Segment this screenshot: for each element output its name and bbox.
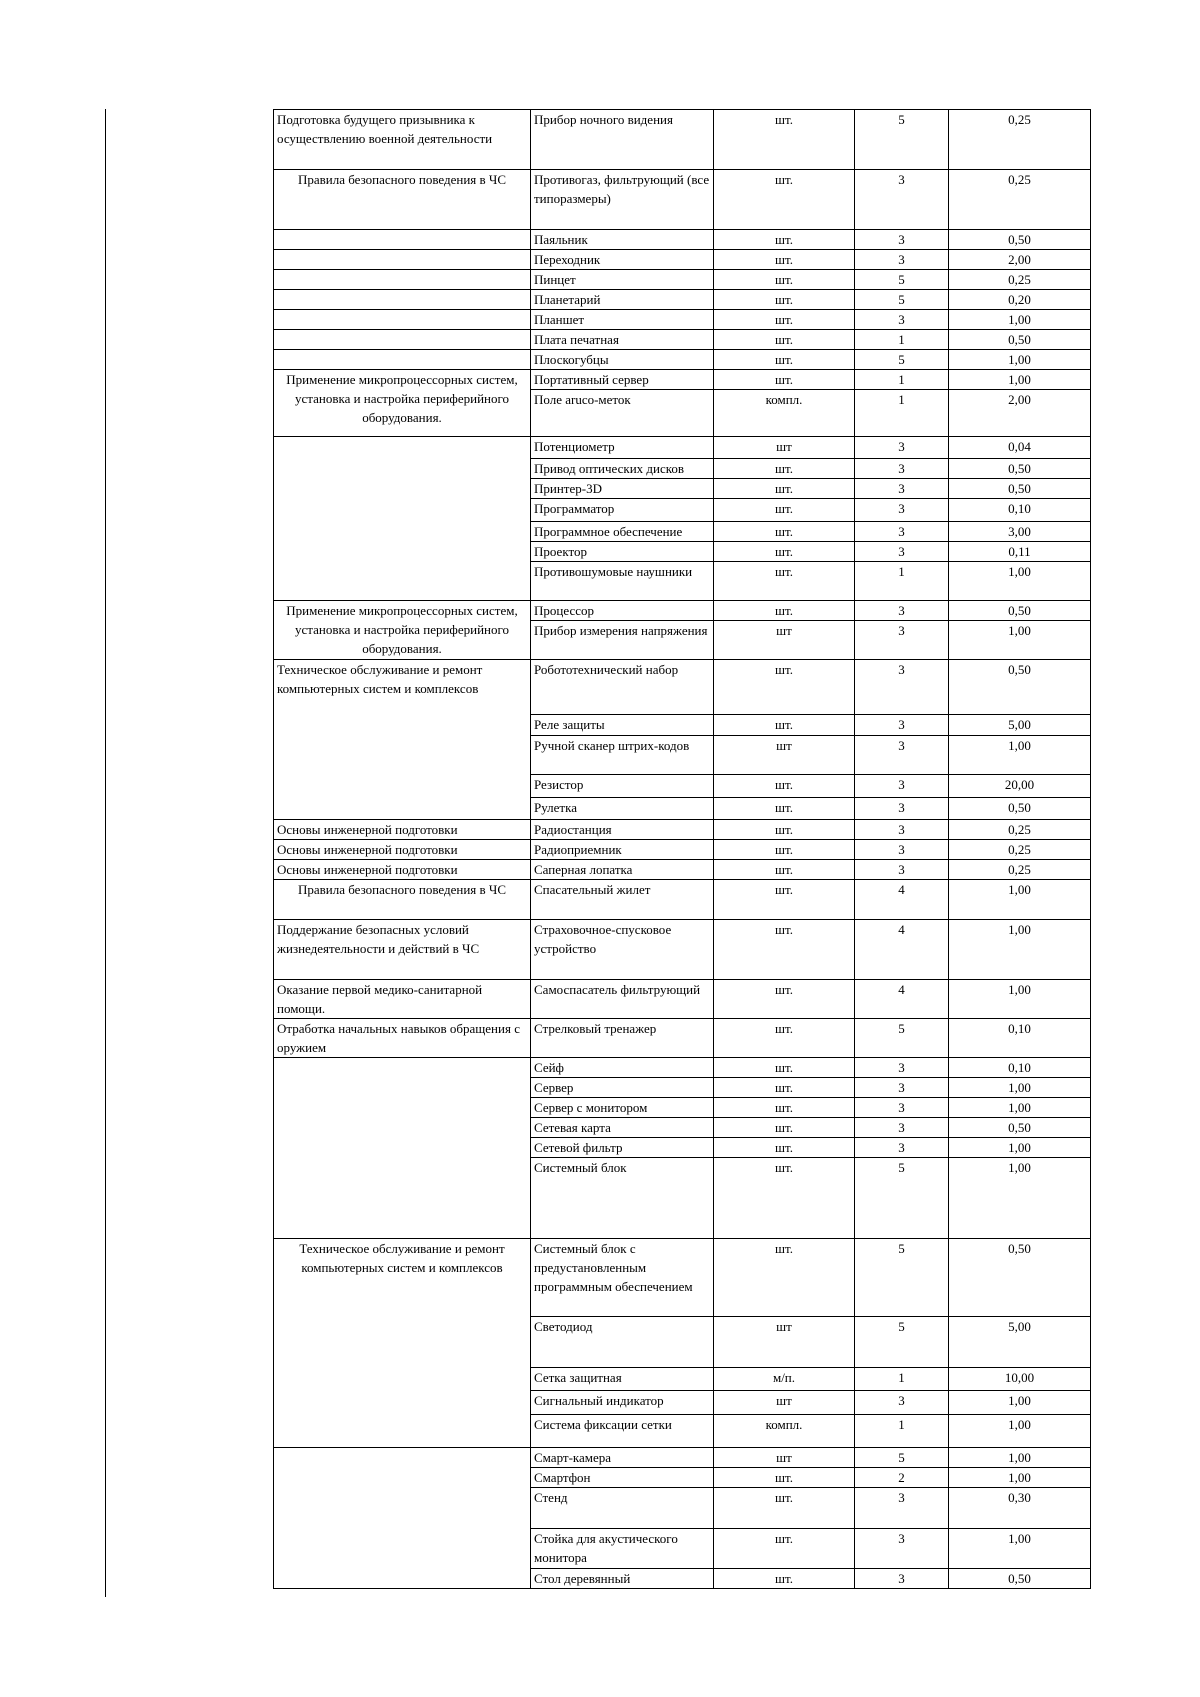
quantity-cell: 3 xyxy=(855,1529,949,1569)
norm-cell: 5,00 xyxy=(949,715,1091,736)
quantity-cell: 5 xyxy=(855,290,949,310)
norm-cell: 0,50 xyxy=(949,330,1091,350)
quantity-cell: 3 xyxy=(855,499,949,522)
quantity-cell: 3 xyxy=(855,1058,949,1078)
unit-cell: компл. xyxy=(714,1415,855,1448)
norm-cell: 1,00 xyxy=(949,1158,1091,1239)
quantity-cell: 3 xyxy=(855,522,949,542)
quantity-cell: 3 xyxy=(855,310,949,330)
unit-cell: шт. xyxy=(714,775,855,798)
quantity-cell: 5 xyxy=(855,1317,949,1368)
unit-cell: шт. xyxy=(714,499,855,522)
unit-cell: шт. xyxy=(714,479,855,499)
section-cell: Применение микропроцессорных систем, установка и настройка периферийного оборудования. xyxy=(274,370,531,437)
quantity-cell: 3 xyxy=(855,860,949,880)
section-cell xyxy=(274,1448,531,1589)
norm-cell: 0,50 xyxy=(949,459,1091,479)
item-name: Система фиксации сетки xyxy=(531,1415,714,1448)
table-row xyxy=(274,1239,1091,1317)
norm-cell: 1,00 xyxy=(949,350,1091,370)
table-row xyxy=(274,437,1091,459)
norm-cell: 1,00 xyxy=(949,880,1091,920)
item-name: Страховочное-спусковое устройство xyxy=(531,920,714,980)
unit-cell: шт. xyxy=(714,542,855,562)
section-cell: Оказание первой медико-санитарной помощи. xyxy=(274,980,531,1019)
unit-cell: компл. xyxy=(714,390,855,437)
quantity-cell: 5 xyxy=(855,110,949,170)
quantity-cell: 2 xyxy=(855,1468,949,1488)
section-cell: Поддержание безопасных условий жизнедеятельности и действий в ЧС xyxy=(274,920,531,980)
item-name: Противогаз, фильтрующий (все типоразмеры) xyxy=(531,170,714,230)
norm-cell: 0,25 xyxy=(949,170,1091,230)
unit-cell: шт xyxy=(714,1448,855,1468)
norm-cell: 0,25 xyxy=(949,270,1091,290)
norm-cell: 0,50 xyxy=(949,230,1091,250)
item-name: Сетевая карта xyxy=(531,1118,714,1138)
table-row xyxy=(274,1448,1091,1468)
item-name: Стойка для акустического монитора xyxy=(531,1529,714,1569)
quantity-cell: 3 xyxy=(855,1078,949,1098)
unit-cell: шт. xyxy=(714,601,855,621)
unit-cell: шт xyxy=(714,736,855,775)
unit-cell: шт. xyxy=(714,290,855,310)
unit-cell: шт. xyxy=(714,880,855,920)
quantity-cell: 3 xyxy=(855,230,949,250)
norm-cell: 1,00 xyxy=(949,310,1091,330)
quantity-cell: 3 xyxy=(855,170,949,230)
unit-cell: шт. xyxy=(714,820,855,840)
item-name: Паяльник xyxy=(531,230,714,250)
section-cell: Правила безопасного поведения в ЧС xyxy=(274,880,531,920)
item-name: Смартфон xyxy=(531,1468,714,1488)
norm-cell: 1,00 xyxy=(949,1415,1091,1448)
table-row xyxy=(274,920,1091,980)
item-name: Стрелковый тренажер xyxy=(531,1019,714,1058)
item-name: Системный блок с предустановленным программным обеспечением xyxy=(531,1239,714,1317)
quantity-cell: 3 xyxy=(855,1118,949,1138)
item-name: Поле aruco-меток xyxy=(531,390,714,437)
section-cell: Основы инженерной подготовки xyxy=(274,860,531,880)
unit-cell: шт. xyxy=(714,170,855,230)
item-name: Рулетка xyxy=(531,798,714,820)
quantity-cell: 4 xyxy=(855,880,949,920)
quantity-cell: 1 xyxy=(855,1368,949,1391)
section-cell: Отработка начальных навыков обращения с оружием xyxy=(274,1019,531,1058)
item-name: Процессор xyxy=(531,601,714,621)
unit-cell: шт. xyxy=(714,715,855,736)
item-name: Программатор xyxy=(531,499,714,522)
quantity-cell: 3 xyxy=(855,840,949,860)
quantity-cell: 3 xyxy=(855,1138,949,1158)
item-name: Стенд xyxy=(531,1488,714,1529)
quantity-cell: 3 xyxy=(855,736,949,775)
unit-cell: шт. xyxy=(714,1529,855,1569)
norm-cell: 2,00 xyxy=(949,390,1091,437)
norm-cell: 0,50 xyxy=(949,798,1091,820)
quantity-cell: 1 xyxy=(855,370,949,390)
section-cell xyxy=(274,437,531,601)
section-cell xyxy=(274,230,531,250)
unit-cell: шт. xyxy=(714,1078,855,1098)
quantity-cell: 3 xyxy=(855,775,949,798)
section-cell xyxy=(274,270,531,290)
norm-cell: 1,00 xyxy=(949,1391,1091,1415)
unit-cell: шт. xyxy=(714,310,855,330)
table-row xyxy=(274,880,1091,920)
item-name: Плоскогубцы xyxy=(531,350,714,370)
norm-cell: 1,00 xyxy=(949,1529,1091,1569)
unit-cell: шт. xyxy=(714,840,855,860)
item-name: Планшет xyxy=(531,310,714,330)
table-row xyxy=(274,840,1091,860)
item-name: Саперная лопатка xyxy=(531,860,714,880)
table-row xyxy=(274,250,1091,270)
unit-cell: шт. xyxy=(714,230,855,250)
unit-cell: м/п. xyxy=(714,1368,855,1391)
item-name: Планетарий xyxy=(531,290,714,310)
quantity-cell: 4 xyxy=(855,980,949,1019)
norm-cell: 0,10 xyxy=(949,1019,1091,1058)
section-cell: Применение микропроцессорных систем, установка и настройка периферийного оборудования. xyxy=(274,601,531,660)
unit-cell: шт. xyxy=(714,1468,855,1488)
norm-cell: 0,50 xyxy=(949,479,1091,499)
table-row xyxy=(274,370,1091,390)
quantity-cell: 3 xyxy=(855,1569,949,1589)
item-name: Программное обеспечение xyxy=(531,522,714,542)
quantity-cell: 3 xyxy=(855,798,949,820)
norm-cell: 0,11 xyxy=(949,542,1091,562)
unit-cell: шт. xyxy=(714,1239,855,1317)
item-name: Радиоприемник xyxy=(531,840,714,860)
unit-cell: шт. xyxy=(714,920,855,980)
unit-cell: шт. xyxy=(714,798,855,820)
item-name: Светодиод xyxy=(531,1317,714,1368)
unit-cell: шт. xyxy=(714,330,855,350)
quantity-cell: 5 xyxy=(855,1019,949,1058)
norm-cell: 0,25 xyxy=(949,110,1091,170)
section-cell: Основы инженерной подготовки xyxy=(274,820,531,840)
section-cell xyxy=(274,290,531,310)
unit-cell: шт. xyxy=(714,660,855,715)
norm-cell: 1,00 xyxy=(949,1138,1091,1158)
equipment-table xyxy=(273,109,1091,1589)
item-name: Радиостанция xyxy=(531,820,714,840)
item-name: Робототехнический набор xyxy=(531,660,714,715)
section-cell xyxy=(274,350,531,370)
item-name: Переходник xyxy=(531,250,714,270)
unit-cell: шт. xyxy=(714,860,855,880)
unit-cell: шт xyxy=(714,1391,855,1415)
left-margin-line xyxy=(105,109,106,1597)
quantity-cell: 3 xyxy=(855,660,949,715)
quantity-cell: 5 xyxy=(855,1239,949,1317)
item-name: Сейф xyxy=(531,1058,714,1078)
section-cell: Техническое обслуживание и ремонт компьютерных систем и комплексов xyxy=(274,660,531,820)
table-row xyxy=(274,310,1091,330)
norm-cell: 0,20 xyxy=(949,290,1091,310)
section-cell: Подготовка будущего призывника к осуществлению военной деятельности xyxy=(274,110,531,170)
norm-cell: 0,50 xyxy=(949,1239,1091,1317)
norm-cell: 1,00 xyxy=(949,920,1091,980)
norm-cell: 3,00 xyxy=(949,522,1091,542)
unit-cell: шт. xyxy=(714,1058,855,1078)
norm-cell: 1,00 xyxy=(949,370,1091,390)
norm-cell: 2,00 xyxy=(949,250,1091,270)
unit-cell: шт. xyxy=(714,1118,855,1138)
norm-cell: 0,10 xyxy=(949,1058,1091,1078)
norm-cell: 0,25 xyxy=(949,840,1091,860)
item-name: Смарт-камера xyxy=(531,1448,714,1468)
quantity-cell: 1 xyxy=(855,330,949,350)
section-cell xyxy=(274,1058,531,1239)
unit-cell: шт. xyxy=(714,1488,855,1529)
norm-cell: 1,00 xyxy=(949,1468,1091,1488)
table-row xyxy=(274,230,1091,250)
section-cell: Правила безопасного поведения в ЧС xyxy=(274,170,531,230)
unit-cell: шт. xyxy=(714,1019,855,1058)
norm-cell: 0,50 xyxy=(949,660,1091,715)
table-row xyxy=(274,601,1091,621)
item-name: Пинцет xyxy=(531,270,714,290)
quantity-cell: 1 xyxy=(855,1415,949,1448)
quantity-cell: 3 xyxy=(855,601,949,621)
unit-cell: шт. xyxy=(714,980,855,1019)
quantity-cell: 3 xyxy=(855,820,949,840)
table-row xyxy=(274,110,1091,170)
item-name: Стол деревянный xyxy=(531,1569,714,1589)
quantity-cell: 3 xyxy=(855,437,949,459)
item-name: Реле защиты xyxy=(531,715,714,736)
item-name: Прибор измерения напряжения xyxy=(531,621,714,660)
section-cell xyxy=(274,330,531,350)
quantity-cell: 5 xyxy=(855,270,949,290)
quantity-cell: 5 xyxy=(855,1448,949,1468)
item-name: Сетка защитная xyxy=(531,1368,714,1391)
quantity-cell: 5 xyxy=(855,1158,949,1239)
unit-cell: шт. xyxy=(714,1098,855,1118)
quantity-cell: 1 xyxy=(855,390,949,437)
norm-cell: 1,00 xyxy=(949,562,1091,601)
unit-cell: шт xyxy=(714,1317,855,1368)
quantity-cell: 3 xyxy=(855,459,949,479)
quantity-cell: 3 xyxy=(855,479,949,499)
item-name: Спасательный жилет xyxy=(531,880,714,920)
norm-cell: 0,10 xyxy=(949,499,1091,522)
table-row xyxy=(274,290,1091,310)
section-cell: Основы инженерной подготовки xyxy=(274,840,531,860)
quantity-cell: 3 xyxy=(855,1098,949,1118)
norm-cell: 0,50 xyxy=(949,1118,1091,1138)
quantity-cell: 1 xyxy=(855,562,949,601)
section-cell xyxy=(274,310,531,330)
table-row xyxy=(274,980,1091,1019)
norm-cell: 1,00 xyxy=(949,1448,1091,1468)
table-row xyxy=(274,860,1091,880)
item-name: Плата печатная xyxy=(531,330,714,350)
unit-cell: шт. xyxy=(714,110,855,170)
table-row xyxy=(274,170,1091,230)
table-row xyxy=(274,350,1091,370)
item-name: Проектор xyxy=(531,542,714,562)
quantity-cell: 3 xyxy=(855,715,949,736)
item-name: Резистор xyxy=(531,775,714,798)
section-cell: Техническое обслуживание и ремонт компьютерных систем и комплексов xyxy=(274,1239,531,1448)
section-cell xyxy=(274,250,531,270)
item-name: Портативный сервер xyxy=(531,370,714,390)
item-name: Сервер xyxy=(531,1078,714,1098)
item-name: Сетевой фильтр xyxy=(531,1138,714,1158)
unit-cell: шт. xyxy=(714,350,855,370)
table-row xyxy=(274,270,1091,290)
unit-cell: шт. xyxy=(714,270,855,290)
quantity-cell: 3 xyxy=(855,250,949,270)
norm-cell: 0,50 xyxy=(949,1569,1091,1589)
norm-cell: 1,00 xyxy=(949,736,1091,775)
unit-cell: шт. xyxy=(714,1138,855,1158)
table-row xyxy=(274,820,1091,840)
table-row xyxy=(274,660,1091,715)
quantity-cell: 3 xyxy=(855,1488,949,1529)
item-name: Ручной сканер штрих-кодов xyxy=(531,736,714,775)
norm-cell: 0,30 xyxy=(949,1488,1091,1529)
table-row xyxy=(274,1058,1091,1078)
unit-cell: шт. xyxy=(714,250,855,270)
item-name: Противошумовые наушники xyxy=(531,562,714,601)
unit-cell: шт. xyxy=(714,1158,855,1239)
unit-cell: шт. xyxy=(714,459,855,479)
unit-cell: шт xyxy=(714,437,855,459)
norm-cell: 1,00 xyxy=(949,980,1091,1019)
norm-cell: 0,04 xyxy=(949,437,1091,459)
unit-cell: шт. xyxy=(714,370,855,390)
item-name: Принтер-3D xyxy=(531,479,714,499)
norm-cell: 5,00 xyxy=(949,1317,1091,1368)
unit-cell: шт. xyxy=(714,1569,855,1589)
table-row xyxy=(274,330,1091,350)
item-name: Привод оптических дисков xyxy=(531,459,714,479)
equipment-table-body xyxy=(274,110,1091,1589)
quantity-cell: 5 xyxy=(855,350,949,370)
item-name: Системный блок xyxy=(531,1158,714,1239)
item-name: Сигнальный индикатор xyxy=(531,1391,714,1415)
quantity-cell: 3 xyxy=(855,1391,949,1415)
norm-cell: 0,25 xyxy=(949,860,1091,880)
norm-cell: 1,00 xyxy=(949,1098,1091,1118)
quantity-cell: 3 xyxy=(855,621,949,660)
unit-cell: шт. xyxy=(714,522,855,542)
item-name: Прибор ночного видения xyxy=(531,110,714,170)
quantity-cell: 3 xyxy=(855,542,949,562)
norm-cell: 10,00 xyxy=(949,1368,1091,1391)
item-name: Самоспасатель фильтрующий xyxy=(531,980,714,1019)
unit-cell: шт. xyxy=(714,562,855,601)
norm-cell: 0,25 xyxy=(949,820,1091,840)
item-name: Сервер с монитором xyxy=(531,1098,714,1118)
table-row xyxy=(274,1019,1091,1058)
quantity-cell: 4 xyxy=(855,920,949,980)
norm-cell: 0,50 xyxy=(949,601,1091,621)
norm-cell: 1,00 xyxy=(949,1078,1091,1098)
unit-cell: шт xyxy=(714,621,855,660)
norm-cell: 20,00 xyxy=(949,775,1091,798)
norm-cell: 1,00 xyxy=(949,621,1091,660)
item-name: Потенциометр xyxy=(531,437,714,459)
